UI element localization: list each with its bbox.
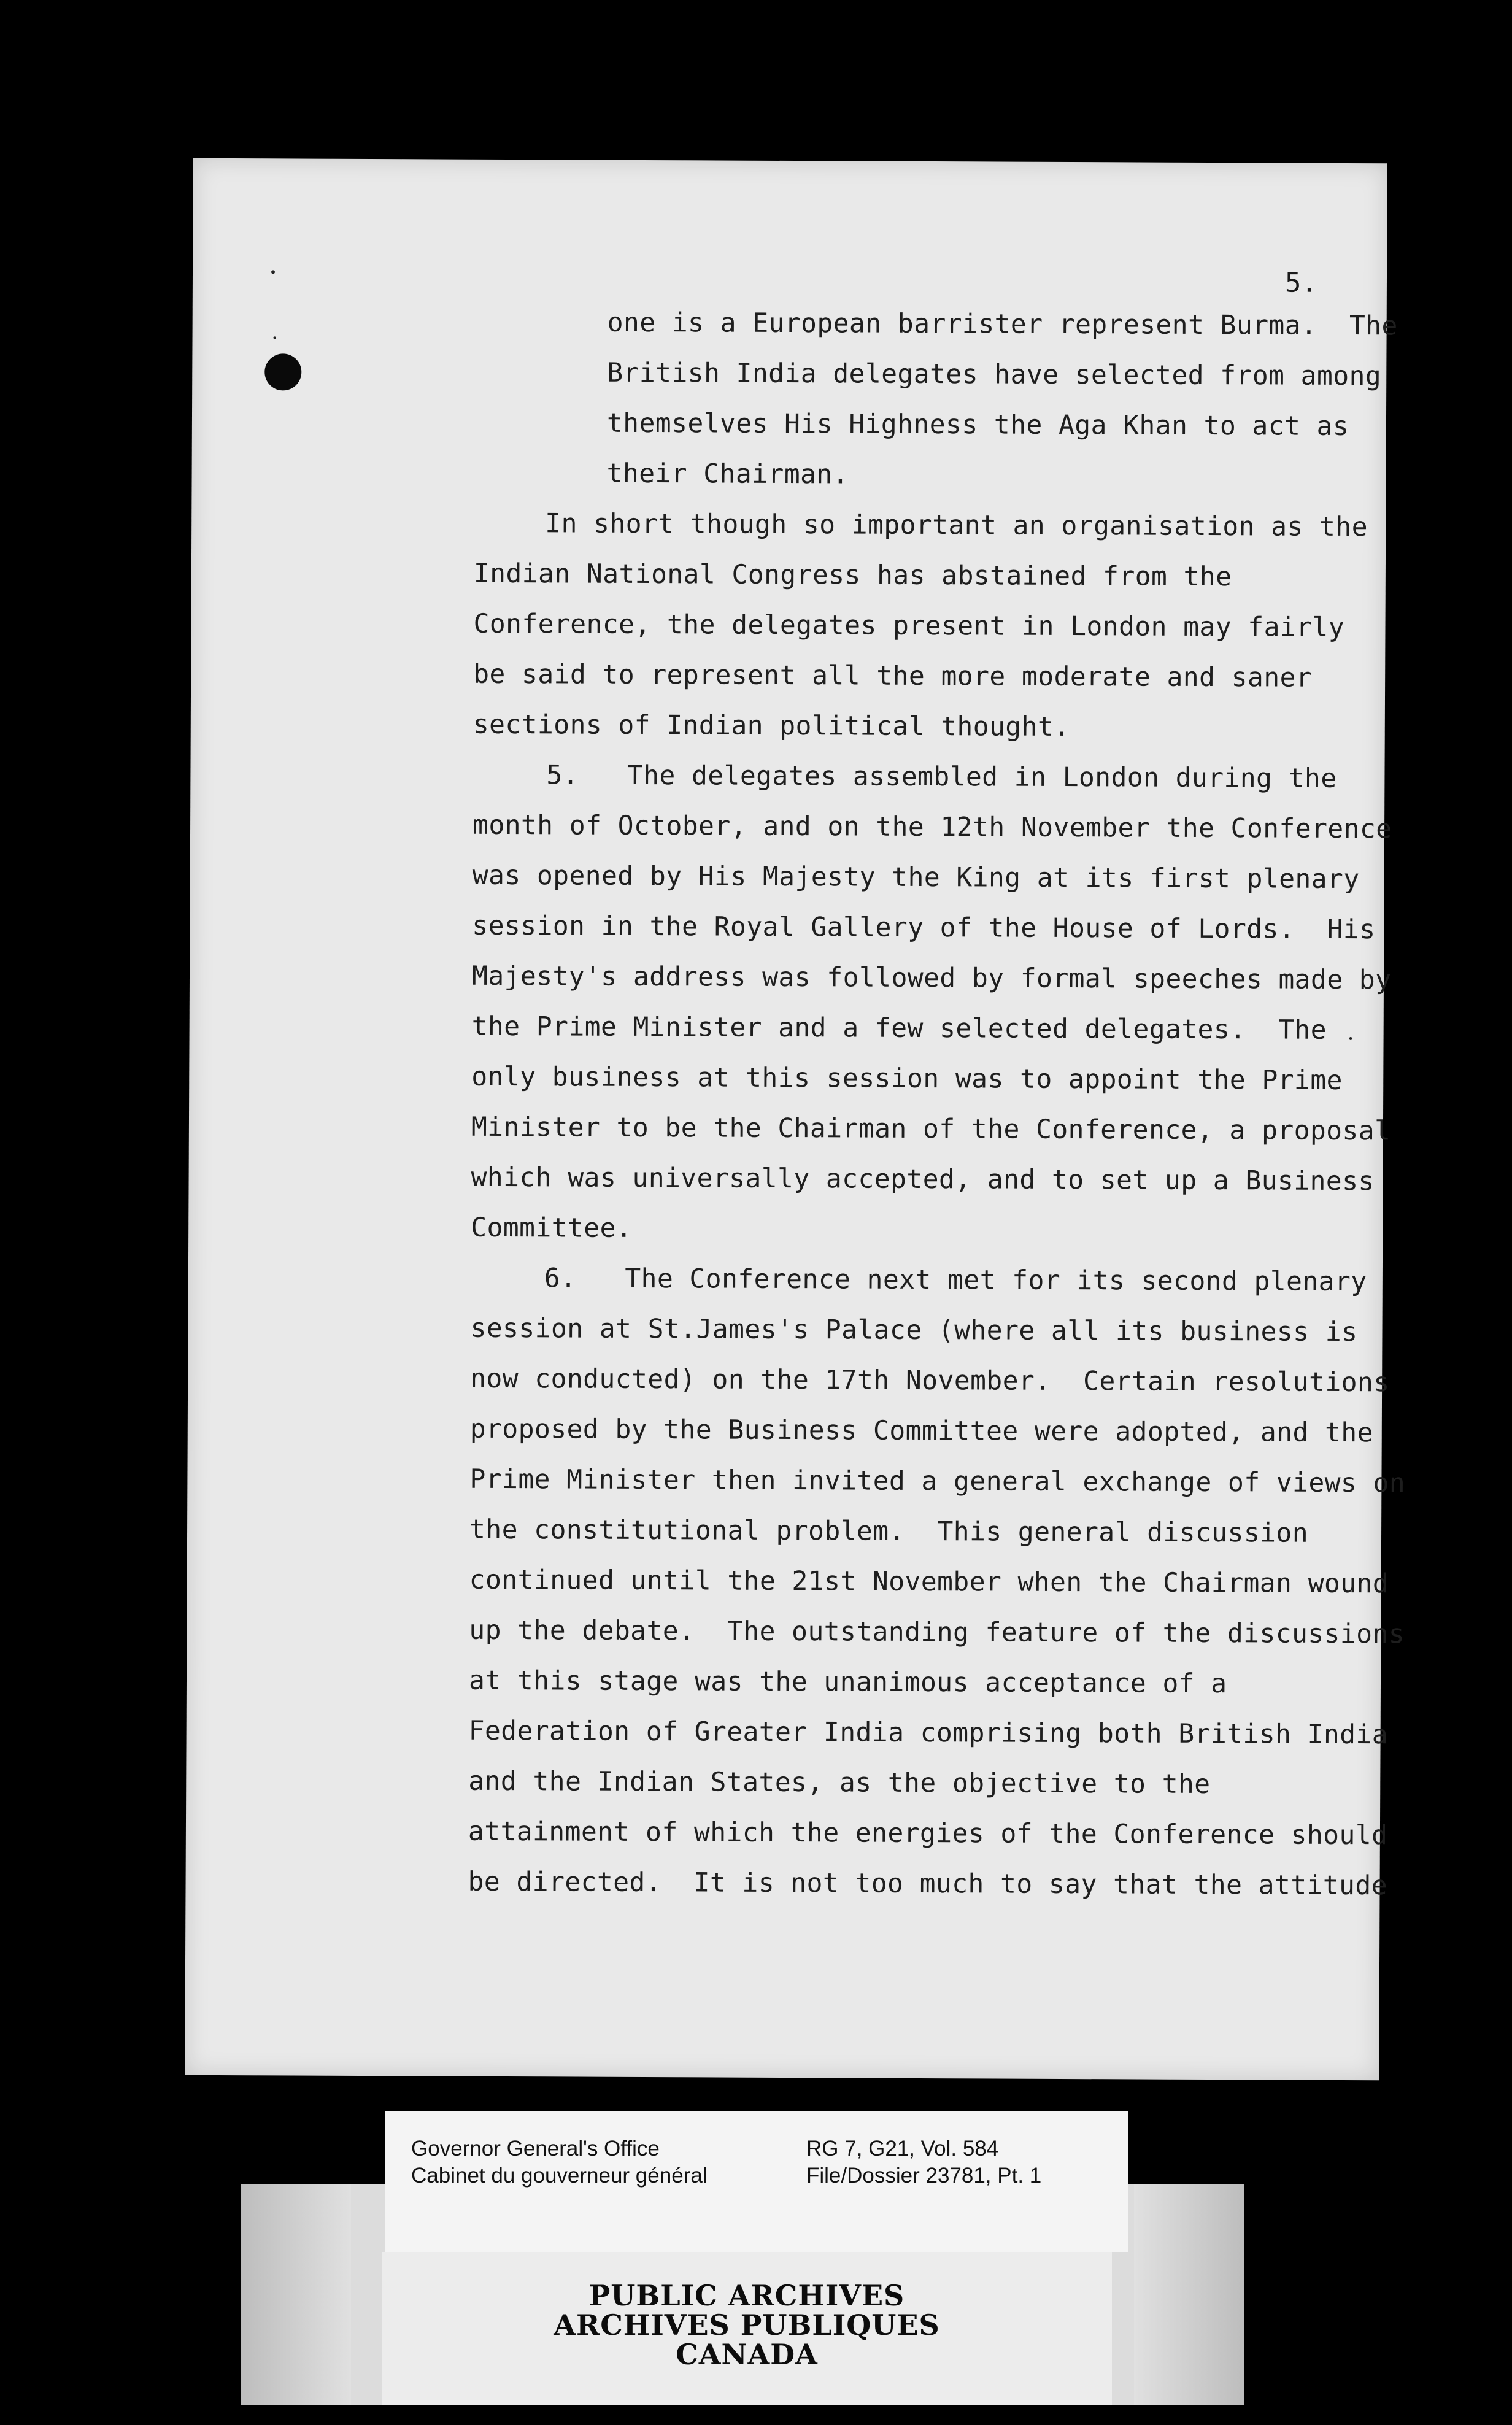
- typed-text-body: [185, 158, 1406, 2080]
- text-line: British India delegates have selected from among: [607, 357, 1382, 392]
- text-line: was opened by His Majesty the King at its first plenary: [472, 860, 1360, 895]
- archive-stamp-area: [382, 2252, 1112, 2405]
- text-line: attainment of which the energies of the Conference should: [468, 1816, 1388, 1851]
- file-reference: File/Dossier 23781, Pt. 1: [806, 2164, 1042, 2188]
- strip-fold-right: [1134, 2184, 1244, 2405]
- text-line: one is a European barrister represent Burma. The: [607, 307, 1398, 342]
- text-line: themselves His Highness the Aga Khan to act as: [606, 407, 1349, 442]
- archive-reference-label: [385, 2111, 1128, 2252]
- text-line: Committee.: [471, 1212, 633, 1244]
- text-line: In short though so important an organisation as the: [545, 508, 1368, 543]
- text-line: Minister to be the Chairman of the Conference, a proposal: [471, 1111, 1391, 1147]
- text-line: Indian National Congress has abstained from the: [473, 558, 1232, 593]
- text-line: session in the Royal Gallery of the House of Lords. His: [472, 910, 1376, 946]
- text-line: be said to represent all the more moderate and saner: [473, 658, 1313, 693]
- text-line: now conducted) on the 17th November. Certain resolutions: [470, 1363, 1390, 1398]
- text-line: Majesty's address was followed by formal speeches made by: [471, 960, 1392, 996]
- archive-stamp-line: PUBLIC ARCHIVES: [588, 2279, 905, 2312]
- archive-stamp-line: ARCHIVES PUBLIQUES: [554, 2308, 940, 2342]
- text-line: the constitutional problem. This general discussion: [469, 1514, 1309, 1549]
- text-line: at this stage was the unanimous acceptance of a: [468, 1665, 1227, 1700]
- text-line: Prime Minister then invited a general exchange of views on: [469, 1463, 1406, 1499]
- text-line: the Prime Minister and a few selected delegates. The: [471, 1011, 1327, 1046]
- office-name-en: Governor General's Office: [411, 2137, 660, 2161]
- text-line: up the debate. The outstanding feature of the discussions: [469, 1614, 1405, 1650]
- text-line: only business at this session was to appoint the Prime: [471, 1061, 1343, 1096]
- text-line: proposed by the Business Committee were adopted, and the: [469, 1413, 1374, 1449]
- text-line: session at St.James's Palace (where all its business is: [470, 1313, 1358, 1348]
- text-line: 5. The delegates assembled in London during the: [546, 760, 1337, 794]
- text-line: Conference, the delegates present in London may fairly: [473, 608, 1345, 643]
- text-line: month of October, and on the 12th November the Conference: [472, 809, 1392, 845]
- text-line: continued until the 21st November when the Chairman wound: [469, 1564, 1389, 1600]
- text-line: and the Indian States, as the objective to the: [468, 1765, 1211, 1800]
- text-line: their Chairman.: [606, 458, 849, 490]
- text-line: be directed. It is not too much to say that the attitude: [468, 1866, 1388, 1902]
- text-line: which was universally accepted, and to set up a Business: [471, 1162, 1375, 1197]
- text-line: Federation of Greater India comprising both British India: [468, 1715, 1389, 1751]
- strip-fold-left: [241, 2184, 351, 2405]
- document-page: [185, 158, 1406, 2080]
- record-group-reference: RG 7, G21, Vol. 584: [806, 2137, 999, 2161]
- page-number: 5.: [1284, 267, 1318, 299]
- text-line: 6. The Conference next met for its second plenary: [544, 1263, 1367, 1298]
- archive-stamp-line: CANADA: [676, 2338, 818, 2371]
- office-name-fr: Cabinet du gouverneur général: [411, 2164, 708, 2188]
- text-line: sections of Indian political thought.: [472, 709, 1070, 743]
